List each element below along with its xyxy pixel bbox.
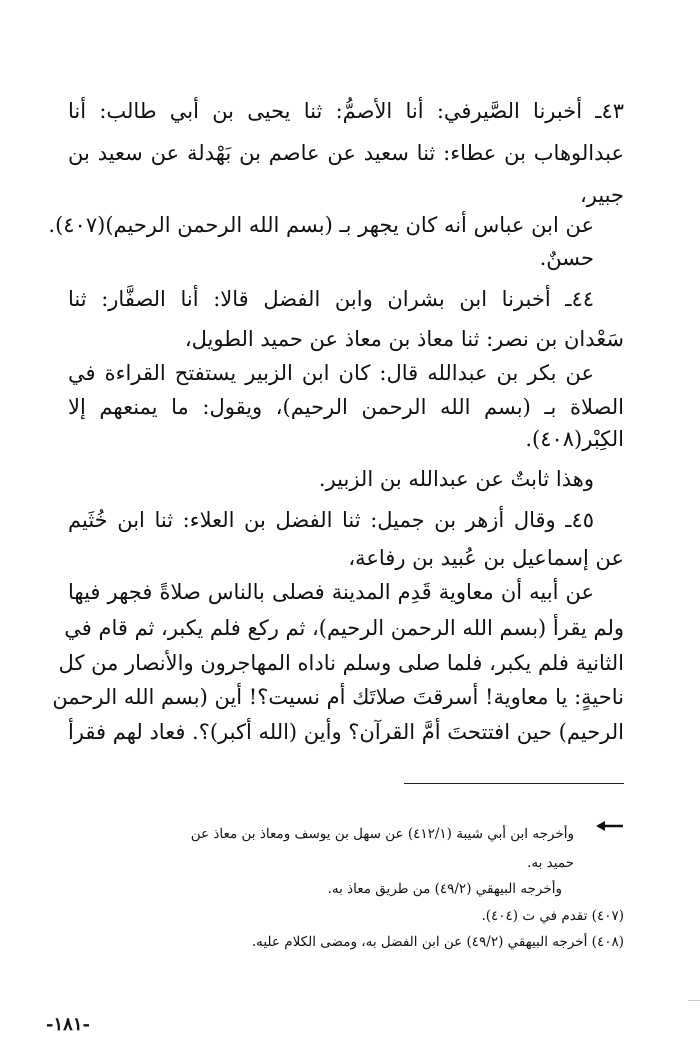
text-line: وهذا ثابتٌ عن عبدالله بن الزبير. bbox=[318, 467, 594, 491]
footnote-line: وأخرجه ابن أبي شيبة (٤١٢/١) عن سهل بن يوسف ومعاذ بن معاذ عن bbox=[190, 826, 574, 842]
left-arrow-icon bbox=[596, 820, 624, 832]
text-line: سَعْدان بن نصر: ثنا معاذ بن معاذ عن حميد الطويل، bbox=[184, 327, 624, 351]
text-line: ولم يقرأ (بسم الله الرحمن الرحيم)، ثم ركع فلم يكبر، ثم قام في bbox=[64, 616, 624, 640]
text-line: عن إسماعيل بن عُبيد بن رفاعة، bbox=[348, 546, 624, 570]
text-line: ٤٥ـ وقال أزهر بن جميل: ثنا الفضل بن العلاء: ثنا ابن خُثَيم bbox=[68, 508, 594, 532]
text-line: الرحيم) حين افتتحتَ أمَّ القرآن؟ وأين (الله أكبر)؟. فعاد لهم فقرأ bbox=[67, 720, 624, 744]
footnote-line: (٤٠٧) تقدم في ت (٤٠٤). bbox=[481, 908, 624, 924]
text-line: ٤٣ـ أخبرنا الصَّيرفي: أنا الأصمُّ: ثنا يحيى بن أبي طالب: أنا bbox=[68, 99, 624, 123]
text-line: حسنٌ. bbox=[539, 246, 594, 270]
text-line: ٤٤ـ أخبرنا ابن بشران وابن الفضل قالا: أنا الصفَّار: ثنا bbox=[68, 287, 594, 311]
text-line: عن أبيه أن معاوية قَدِم المدينة فصلى بالناس صلاةً فجهر فيها bbox=[68, 580, 594, 604]
scan-edge-mark bbox=[688, 1000, 700, 1001]
text-line: الكِبْر(٤٠٨). bbox=[525, 427, 624, 451]
text-line: عبدالوهاب بن عطاء: ثنا سعيد عن عاصم بن بَهْدلة عن سعيد بن bbox=[68, 141, 624, 165]
text-line: الصلاة بـ (بسم الله الرحمن الرحيم)، ويقول: ما يمنعهم إلا bbox=[68, 395, 624, 419]
footnote-separator bbox=[404, 783, 624, 784]
footnote-line: حميد به. bbox=[527, 855, 574, 871]
text-line: الثانية فلم يكبر، فلما صلى وسلم ناداه المهاجرون والأنصار من كل bbox=[58, 651, 624, 675]
footnote-line: (٤٠٨) أخرجه البيهقي (٤٩/٢) عن ابن الفضل به، ومضى الكلام عليه. bbox=[251, 934, 624, 950]
text-line: جبير، bbox=[579, 183, 624, 207]
page-number: -١٨١- bbox=[46, 1014, 90, 1035]
text-line: ناحيةٍ: يا معاوية! أسرقتَ صلاتَك أم نسيت؟! أين (بسم الله الرحمن bbox=[52, 685, 624, 709]
text-line: عن ابن عباس أنه كان يجهر بـ (بسم الله الرحمن الرحيم)(٤٠٧). bbox=[48, 213, 594, 237]
text-line: عن بكر بن عبدالله قال: كان ابن الزبير يستفتح القراءة في bbox=[68, 361, 594, 385]
footnote-line: وأخرجه البيهقي (٤٩/٢) من طريق معاذ به. bbox=[327, 881, 562, 897]
